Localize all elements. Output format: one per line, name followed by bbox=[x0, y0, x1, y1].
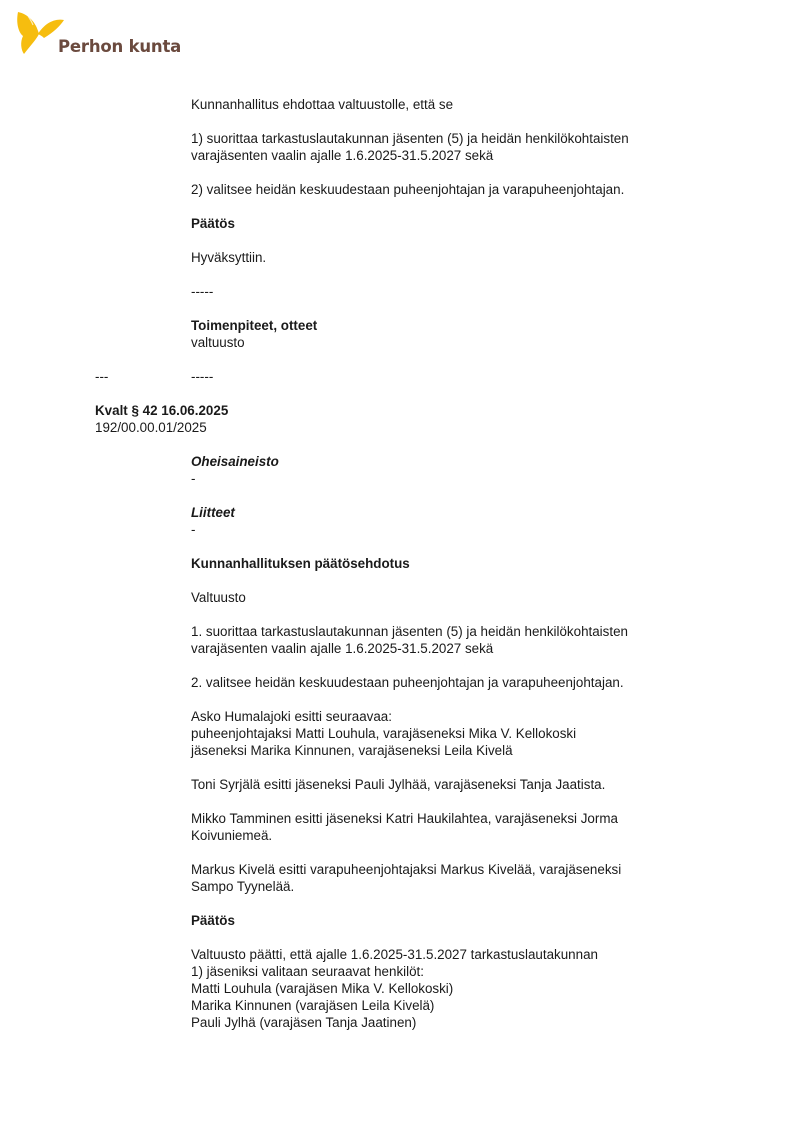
appendices-value: - bbox=[191, 522, 196, 537]
proposal-point-1-line-2: varajäsenten vaalin ajalle 1.6.2025-31.5.2027 sekä bbox=[191, 641, 494, 656]
actions-heading: Toimenpiteet, otteet bbox=[191, 318, 318, 333]
municipality-name: Perhon kunta bbox=[58, 37, 182, 56]
section-heading: Kvalt § 42 16.06.2025 bbox=[95, 403, 229, 418]
motion-toni: Toni Syrjälä esitti jäseneksi Pauli Jylhää, varajäseneksi Tanja Jaatista. bbox=[191, 777, 606, 792]
proposal-point-1-line-1: 1. suorittaa tarkastuslautakunnan jäsenten (5) ja heidän henkilökohtaisten bbox=[191, 624, 628, 639]
proposal-item-1-line-2: varajäsenten vaalin ajalle 1.6.2025-31.5.2027 sekä bbox=[191, 148, 494, 163]
motion-mikko-line-1: Mikko Tamminen esitti jäseneksi Katri Haukilahtea, varajäseneksi Jorma bbox=[191, 811, 618, 826]
decision-line-5: Pauli Jylhä (varajäsen Tanja Jaatinen) bbox=[191, 1015, 417, 1030]
proposal-heading: Kunnanhallituksen päätösehdotus bbox=[191, 556, 410, 571]
motion-asko-line-3: jäseneksi Marika Kinnunen, varajäseneksi Leila Kivelä bbox=[191, 743, 513, 758]
decision-line-3: Matti Louhula (varajäsen Mika V. Kellokoski) bbox=[191, 981, 454, 996]
record-id: 192/00.00.01/2025 bbox=[95, 420, 207, 435]
separator-right: ----- bbox=[191, 369, 214, 384]
proposal-item-1-line-1: 1) suorittaa tarkastuslautakunnan jäsenten (5) ja heidän henkilökohtaisten bbox=[191, 131, 629, 146]
actions-text: valtuusto bbox=[191, 335, 245, 350]
decision-line-1: Valtuusto päätti, että ajalle 1.6.2025-31.5.2027 tarkastuslautakunnan bbox=[191, 947, 598, 962]
decision-heading-2: Päätös bbox=[191, 913, 235, 928]
decision-line-2: 1) jäseniksi valitaan seuraavat henkilöt: bbox=[191, 964, 424, 979]
motion-asko-line-2: puheenjohtajaksi Matti Louhula, varajäseneksi Mika V. Kellokoski bbox=[191, 726, 577, 741]
motion-asko-line-1: Asko Humalajoki esitti seuraavaa: bbox=[191, 709, 392, 724]
motion-markus-line-1: Markus Kivelä esitti varapuheenjohtajaksi Markus Kivelää, varajäseneksi bbox=[191, 862, 622, 877]
municipality-logo bbox=[14, 10, 184, 60]
attachments-info-heading: Oheisaineisto bbox=[191, 454, 279, 469]
appendices-heading: Liitteet bbox=[191, 505, 235, 520]
attachments-info-value: - bbox=[191, 471, 196, 486]
motion-mikko-line-2: Koivuniemeä. bbox=[191, 828, 273, 843]
separator-left: --- bbox=[95, 369, 109, 384]
decision-text: Hyväksyttiin. bbox=[191, 250, 267, 265]
proposal-item-2: 2) valitsee heidän keskuudestaan puheenjohtajan ja varapuheenjohtajan. bbox=[191, 182, 625, 197]
proposal-point-2: 2. valitsee heidän keskuudestaan puheenjohtajan ja varapuheenjohtajan. bbox=[191, 675, 624, 690]
motion-markus-line-2: Sampo Tyynelää. bbox=[191, 879, 295, 894]
separator-dashes: ----- bbox=[191, 284, 214, 299]
proposal-recipient: Valtuusto bbox=[191, 590, 246, 605]
decision-line-4: Marika Kinnunen (varajäsen Leila Kivelä) bbox=[191, 998, 435, 1013]
decision-heading: Päätös bbox=[191, 216, 235, 231]
intro-text: Kunnanhallitus ehdottaa valtuustolle, että se bbox=[191, 97, 454, 112]
